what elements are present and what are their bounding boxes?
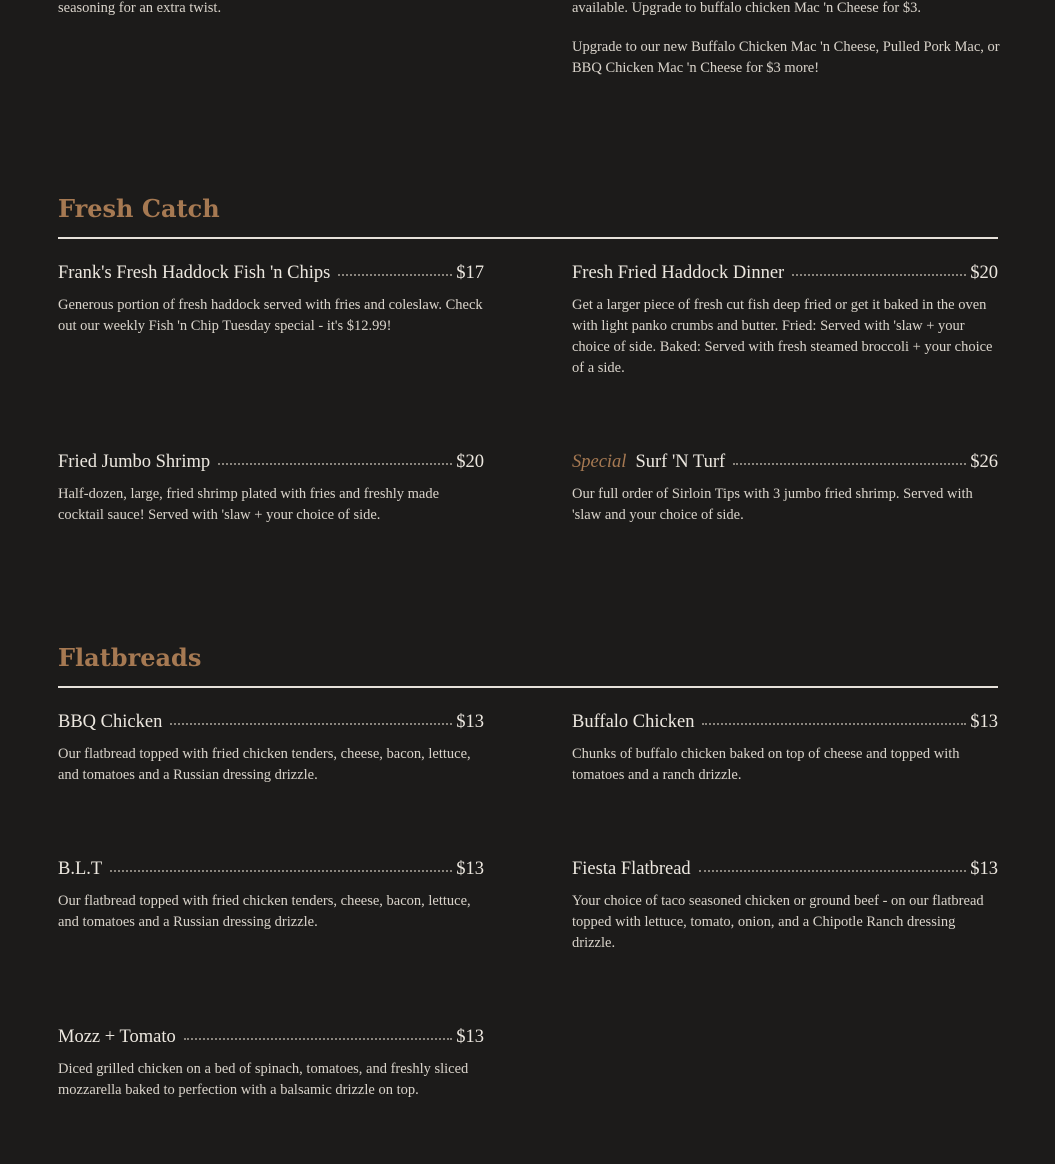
dot-leader — [184, 1022, 453, 1040]
menu-item-header — [58, 709, 484, 733]
menu-item-description: Our flatbread topped with fried chicken tenders, cheese, bacon, lettuce, and tomatoes and a Russian dressing drizzle. — [58, 893, 471, 930]
menu-item-header — [572, 856, 998, 880]
menu-item-description: Chunks of buffalo chicken baked on top of cheese and topped with tomatoes and a ranch drizzle. — [572, 746, 960, 783]
menu-item-name: Fiesta Flatbread — [572, 859, 691, 879]
menu-item-name: Buffalo Chicken — [572, 712, 695, 732]
section-divider — [58, 237, 998, 239]
dot-leader — [792, 258, 966, 276]
dot-leader — [733, 447, 966, 465]
menu-item-name: Mozz + Tomato — [58, 1027, 176, 1047]
menu-item-name: Fresh Fried Haddock Dinner — [572, 263, 785, 283]
mac-upgrade-note: Upgrade to our new Buffalo Chicken Mac 'n Cheese, Pulled Pork Mac, or BBQ Chicken Mac 'n Cheese for $3 more! — [572, 39, 1000, 76]
menu-item-price: $13 — [970, 859, 998, 879]
menu-item-description: Generous portion of fresh haddock served with fries and coleslaw. Check out our weekly Fish 'n Chip Tuesday special - it's $12.99! — [58, 297, 483, 334]
menu-item — [58, 260, 484, 337]
section-divider — [58, 686, 998, 688]
menu-item-price: $26 — [970, 452, 998, 472]
menu-item-description: Diced grilled chicken on a bed of spinach, tomatoes, and freshly sliced mozzarella baked to perfection with a balsamic drizzle on top. — [58, 1061, 469, 1098]
menu-item-header — [58, 856, 484, 880]
previous-item-description-tail: available. Upgrade to buffalo chicken Mac 'n Cheese for $3. — [572, 0, 922, 16]
menu-item-header — [572, 709, 998, 733]
dot-leader — [110, 854, 452, 872]
dot-leader — [699, 854, 967, 872]
menu-item — [572, 709, 998, 786]
menu-item-description: Our full order of Sirloin Tips with 3 jumbo fried shrimp. Served with 'slaw and your choice of side. — [572, 486, 973, 523]
menu-item-description: Your choice of taco seasoned chicken or ground beef - on our flatbread topped with lettuce, tomato, onion, and a Chipotle Ranch dressing drizzle. — [572, 893, 984, 951]
menu-item-price: $13 — [456, 859, 484, 879]
section-title-flatbreads: Flatbreads — [58, 643, 202, 672]
menu-item — [572, 260, 998, 379]
menu-item-price: $13 — [970, 712, 998, 732]
menu-item — [572, 856, 998, 954]
menu-item-description: Half-dozen, large, fried shrimp plated with fries and freshly made cocktail sauce! Served with 'slaw + your choice of side. — [58, 486, 440, 523]
menu-item-name: Fried Jumbo Shrimp — [58, 452, 211, 472]
section-title-fresh-catch: Fresh Catch — [58, 194, 220, 223]
menu-item-header — [572, 260, 998, 284]
menu-item-price: $20 — [970, 263, 998, 283]
menu-item-header — [58, 1024, 484, 1048]
dot-leader — [170, 707, 452, 725]
menu-item-description: Get a larger piece of fresh cut fish deep fried or get it baked in the oven with light panko crumbs and butter. Fried: Served with 'slaw + your choice of side. Baked: Served with fresh steamed broccoli + your choice of a side. — [572, 297, 993, 376]
dot-leader — [702, 707, 966, 725]
menu-item — [58, 1024, 484, 1101]
menu-item-description: Our flatbread topped with fried chicken tenders, cheese, bacon, lettuce, and tomatoes and a Russian dressing drizzle. — [58, 746, 471, 783]
menu-item-name: BBQ Chicken — [58, 712, 163, 732]
special-tag: Special — [572, 452, 627, 472]
menu-item — [572, 449, 998, 526]
menu-item-price: $13 — [456, 712, 484, 732]
menu-item-name: Surf 'N Turf — [635, 452, 726, 472]
menu-item — [58, 856, 484, 933]
menu-item-header — [572, 449, 998, 473]
menu-item — [58, 449, 484, 526]
dot-leader — [338, 258, 452, 276]
menu-item-name: Frank's Fresh Haddock Fish 'n Chips — [58, 263, 331, 283]
previous-item-description-tail: seasoning for an extra twist. — [58, 0, 222, 16]
menu-item-price: $20 — [456, 452, 484, 472]
menu-item-header — [58, 449, 484, 473]
menu-item-price: $13 — [456, 1027, 484, 1047]
menu-item — [58, 709, 484, 786]
menu-item-price: $17 — [456, 263, 484, 283]
menu-item-header — [58, 260, 484, 284]
menu-item-name: B.L.T — [58, 859, 103, 879]
dot-leader — [218, 447, 452, 465]
